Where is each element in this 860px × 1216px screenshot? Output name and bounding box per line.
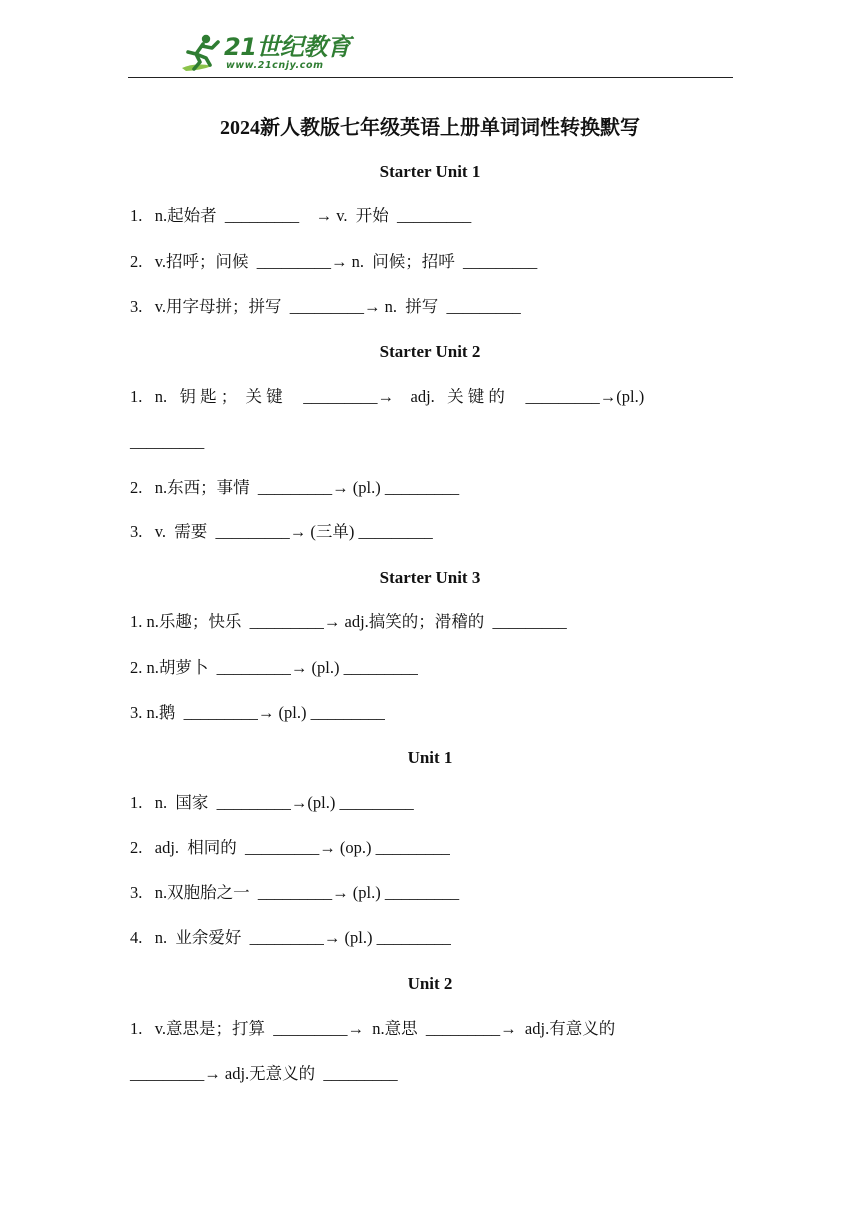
exercise-line: 2. adj. 相同的 _________→ (op.) _________ [130,838,450,857]
exercise-line: 1. n. 国家 _________→(pl.) _________ [130,793,414,812]
section-title: Starter Unit 1 [379,162,481,181]
exercise-line: 4. n. 业余爱好 _________→ (pl.) _________ [130,928,451,947]
exercise-line: 2. n.胡萝卜 _________→ (pl.) _________ [130,658,418,677]
exercise-line: _________ [130,432,205,451]
logo-url: www.21cnjy.com [226,60,324,71]
exercise-line: 1. n. 钥 匙 ； 关 键 _________→ adj. 关 键 的 _________→(pl.) [130,387,645,406]
page-title: 2024新人教版七年级英语上册单词词性转换默写 [220,117,640,139]
exercise-line: 3. n.鹅 _________→ (pl.) _________ [130,703,385,722]
exercise-line: 3. v. 需要 _________→ (三单) _________ [130,522,433,541]
running-man-icon [176,32,224,74]
page-header [128,30,733,78]
section-title: Unit 2 [407,974,453,993]
exercise-line: _________→ adj.无意义的 _________ [130,1064,398,1083]
exercise-line: 2. v.招呼；问候 _________→ n. 问候；招呼 _________ [130,252,538,271]
logo [176,32,351,74]
logo-text: 21世纪教育 [224,33,351,61]
exercise-line: 3. v.用字母拼；拼写 _________→ n. 拼写 _________ [130,297,521,316]
header-divider [128,77,733,78]
exercise-line: 2. n.东西；事情 _________→ (pl.) _________ [130,478,460,497]
section-title: Starter Unit 3 [379,568,481,587]
exercise-line: 1. v.意思是；打算 _________→ n.意思 _________→ adj.有意义的 [130,1019,616,1038]
exercise-line: 3. n.双胞胎之一 _________→ (pl.) _________ [130,883,460,902]
section-title: Unit 1 [407,748,453,767]
exercise-line: 1. n.乐趣；快乐 _________→ adj.搞笑的；滑稽的 _________ [130,612,567,631]
section-title: Starter Unit 2 [379,342,481,361]
exercise-line: 1. n.起始者 _________ → v. 开始 _________ [130,206,472,225]
